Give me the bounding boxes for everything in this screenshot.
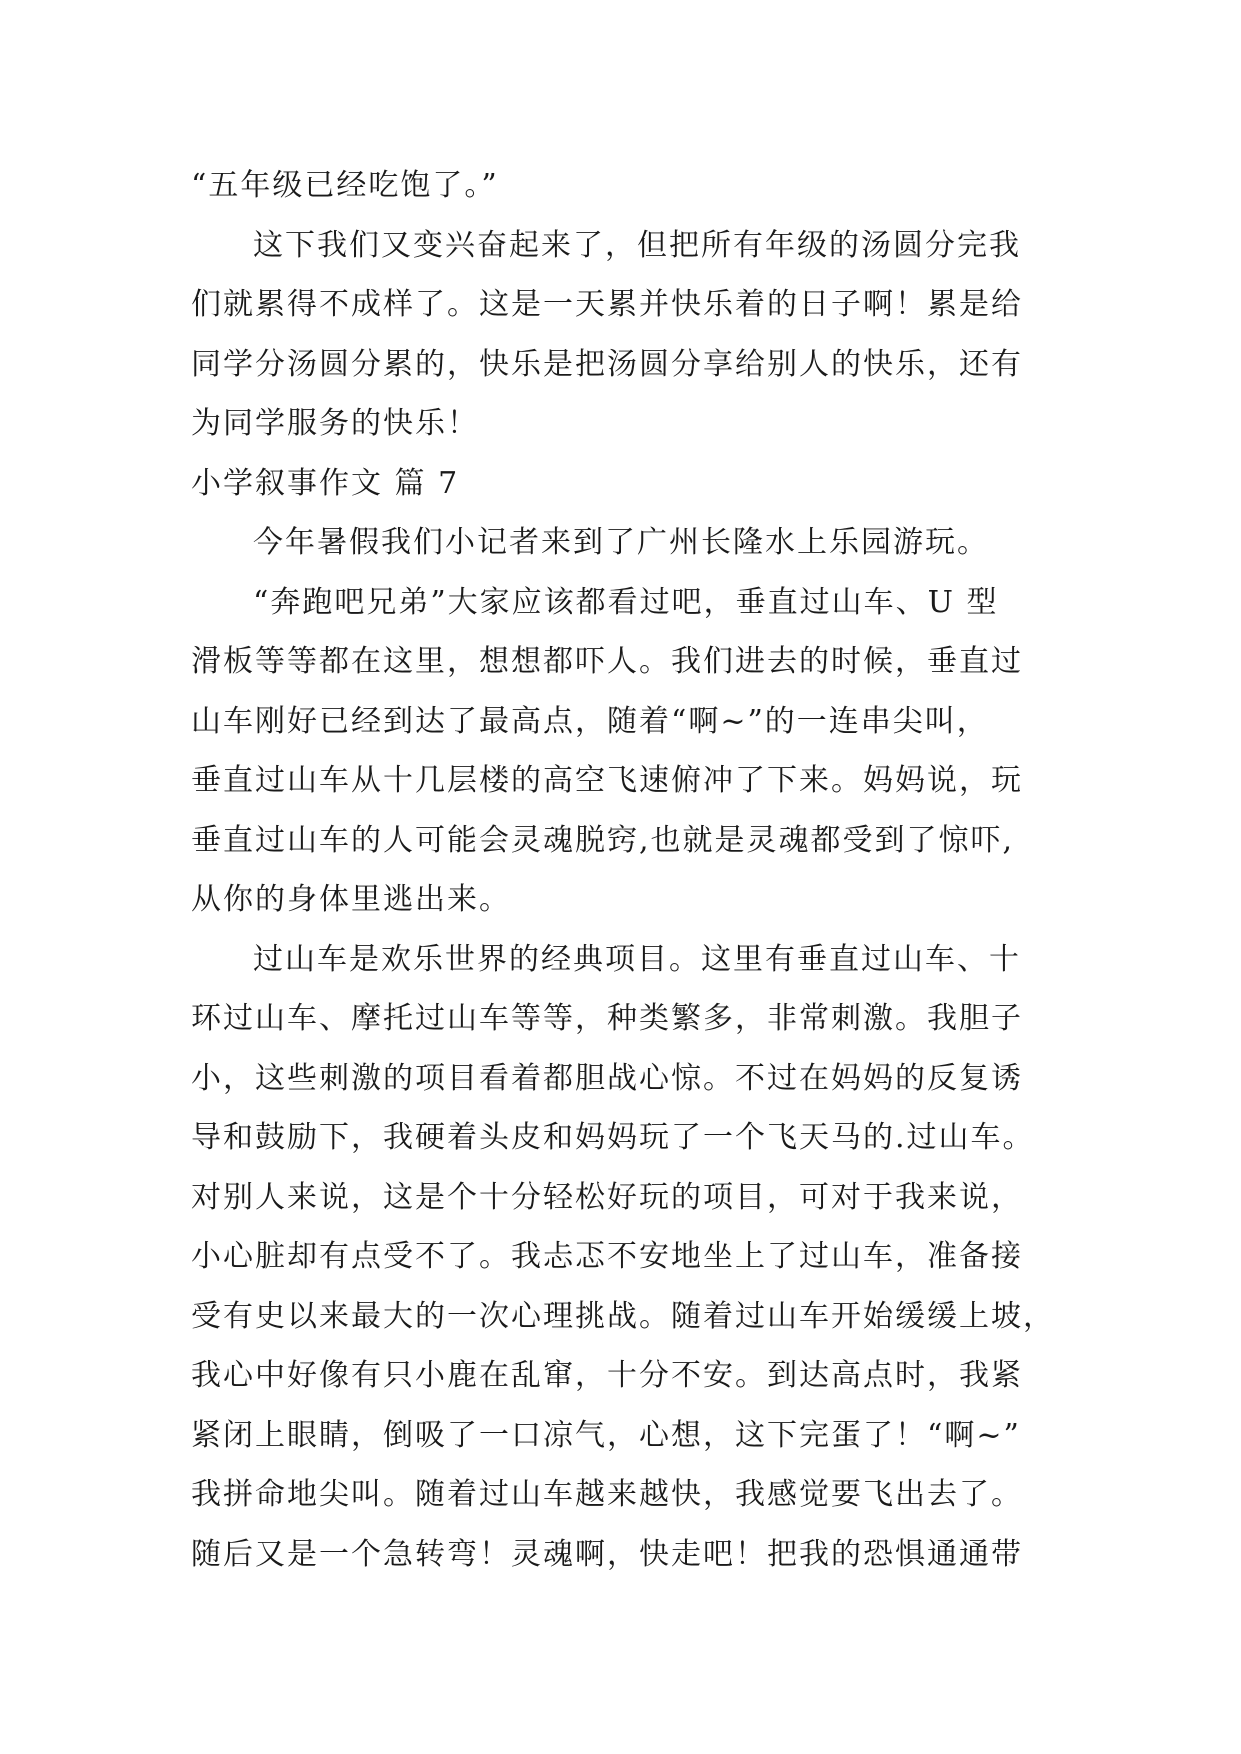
- text-line: 对别人来说，这是个十分轻松好玩的项目，可对于我来说，: [191, 1179, 1023, 1215]
- text-line: 同学分汤圆分累的，快乐是把汤圆分享给别人的快乐，还有: [191, 346, 1023, 382]
- text-line: 环过山车、摩托过山车等等，种类繁多，非常刺激。我胆子: [191, 1001, 1023, 1036]
- text-line: 受有史以来最大的一次心理挑战。随着过山车开始缓缓上坡，: [191, 1298, 1055, 1334]
- text-line: 过山车是欢乐世界的经典项目。这里有垂直过山车、十: [253, 941, 1021, 977]
- text-line: 小心脏却有点受不了。我忐忑不安地坐上了过山车，准备接: [191, 1239, 1023, 1274]
- text-line: 导和鼓励下，我硬着头皮和妈妈玩了一个飞天马的.过山车。: [191, 1120, 1035, 1155]
- text-line: “五年级已经吃饱了。”: [191, 168, 499, 203]
- text-line: 们就累得不成样了。这是一天累并快乐着的日子啊！累是给: [191, 287, 1023, 322]
- text-line: 垂直过山车的人可能会灵魂脱窍,也就是灵魂都受到了惊吓,: [191, 822, 1015, 858]
- text-line: 紧闭上眼睛，倒吸了一口凉气，心想，这下完蛋了！“啊~”: [191, 1417, 1021, 1453]
- text-line: 从你的身体里逃出来。: [191, 882, 511, 917]
- section-heading: 小学叙事作文 篇 7: [191, 465, 460, 501]
- text-line: 小，这些刺激的项目看着都胆战心惊。不过在妈妈的反复诱: [191, 1060, 1023, 1096]
- text-line: 我拼命地尖叫。随着过山车越来越快，我感觉要飞出去了。: [191, 1477, 1023, 1512]
- text-line: 滑板等等都在这里，想想都吓人。我们进去的时候，垂直过: [191, 644, 1023, 679]
- text-line: 为同学服务的快乐！: [191, 406, 479, 441]
- text-line: 垂直过山车从十几层楼的高空飞速俯冲了下来。妈妈说，玩: [191, 763, 1023, 798]
- text-line: 随后又是一个急转弯！灵魂啊，快走吧！把我的恐惧通通带: [191, 1536, 1023, 1572]
- document-body: [191, 156, 1071, 1584]
- text-line: 这下我们又变兴奋起来了，但把所有年级的汤圆分完我: [253, 227, 1021, 263]
- text-line: 今年暑假我们小记者来到了广州长隆水上乐园游玩。: [253, 525, 989, 560]
- text-line: “奔跑吧兄弟”大家应该都看过吧，垂直过山车、U 型: [253, 584, 999, 620]
- text-line: 我心中好像有只小鹿在乱窜，十分不安。到达高点时，我紧: [191, 1358, 1023, 1393]
- text-line: 山车刚好已经到达了最高点，随着“啊~”的一连串尖叫，: [191, 703, 989, 739]
